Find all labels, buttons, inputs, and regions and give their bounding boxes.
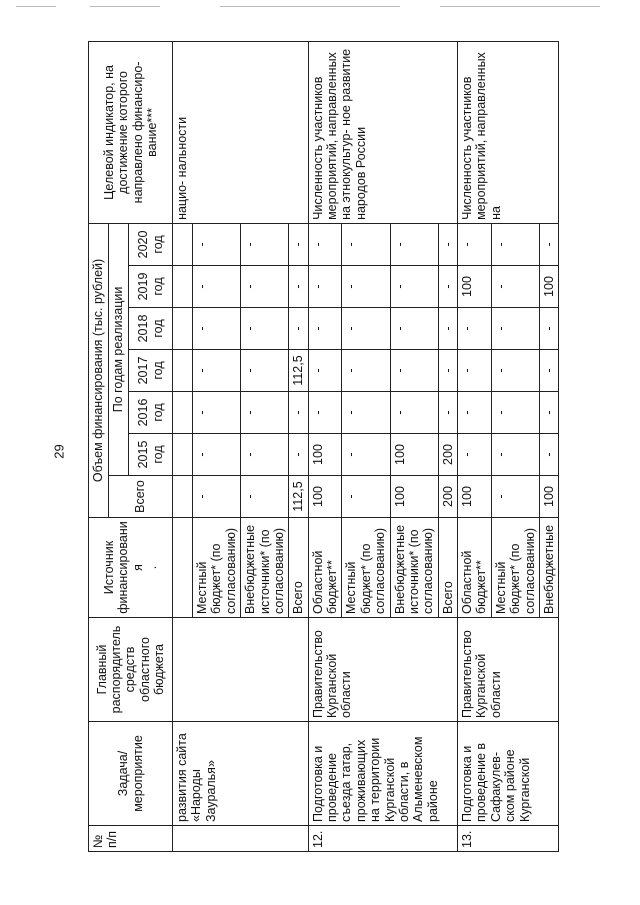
row-source: Местный бюджет* (по согласованию) xyxy=(342,518,390,618)
header-year: 2018 год xyxy=(129,308,173,350)
cell-year: - xyxy=(438,350,457,392)
cell-year: - xyxy=(342,266,390,308)
cell-total: 100 xyxy=(458,476,492,518)
table-row xyxy=(308,41,342,851)
cell-year: - xyxy=(193,350,241,392)
header-year: 2020 год xyxy=(129,223,173,265)
cell-year: - xyxy=(458,392,492,434)
cell-year: - xyxy=(390,350,438,392)
table-row xyxy=(173,41,193,851)
cell-year: - xyxy=(438,223,457,265)
header-source: Источник финансирования . xyxy=(89,518,173,618)
cell-total: 112,5 xyxy=(289,476,308,518)
cell-year: - xyxy=(438,392,457,434)
row-source: Всего xyxy=(438,518,457,618)
row-source xyxy=(173,518,193,618)
cell-year: - xyxy=(491,308,539,350)
row-manager: Правительство Курганской области xyxy=(308,618,457,722)
cell-total: 200 xyxy=(438,476,457,518)
row-num: 12. xyxy=(308,826,457,852)
cell-year: 200 xyxy=(438,434,457,476)
cell-year: - xyxy=(241,392,289,434)
header-year: 2016 год xyxy=(129,392,173,434)
header-year: 2019 год xyxy=(129,266,173,308)
cell-year: - xyxy=(491,392,539,434)
cell-year: - xyxy=(491,223,539,265)
row-source: Местный бюджет* (по согласованию) xyxy=(491,518,539,618)
row-indicator: Численность участников мероприятий, направленных на xyxy=(458,41,559,223)
cell-year: - xyxy=(308,392,342,434)
row-source: Внебюджетные источники* (по согласованию) xyxy=(390,518,438,618)
cell-year: - xyxy=(458,308,492,350)
cell-year: - xyxy=(342,350,390,392)
header-year: 2015 год xyxy=(129,434,173,476)
row-manager: Правительство Курганской области xyxy=(458,618,559,722)
cell-year: - xyxy=(390,223,438,265)
row-indicator: Численность участников мероприятий, направленных на этнокультур- ное развитие народов России xyxy=(308,41,457,223)
cell-year: - xyxy=(438,308,457,350)
cell-year: - xyxy=(342,308,390,350)
header-year: 2017 год xyxy=(129,350,173,392)
cell-year: - xyxy=(289,266,308,308)
cell-year: 100 xyxy=(308,434,342,476)
cell-year: - xyxy=(241,266,289,308)
cell-year: - xyxy=(491,266,539,308)
row-num xyxy=(173,826,309,852)
row-indicator: нацио- нальности xyxy=(173,41,309,223)
row-source: Внебюджетные xyxy=(539,518,558,618)
cell-year: - xyxy=(193,223,241,265)
cell-year: - xyxy=(390,308,438,350)
cell-year: 100 xyxy=(458,266,492,308)
cell-year: - xyxy=(539,350,558,392)
cell-year: - xyxy=(193,308,241,350)
cell-total: - xyxy=(193,476,241,518)
header-task: Задача/ мероприятие xyxy=(89,722,173,826)
cell-year: - xyxy=(289,223,308,265)
row-source: Внебюджетные источники* (по согласованию) xyxy=(241,518,289,618)
cell-year: - xyxy=(193,392,241,434)
cell-year: - xyxy=(308,223,342,265)
header-num: № п/п xyxy=(89,826,173,852)
cell-year: - xyxy=(289,392,308,434)
row-task: Подготовка и проведение съезда татар, проживающих на территории Курганской области, в Альменевском районе xyxy=(308,722,457,826)
cell-year: - xyxy=(193,434,241,476)
cell-year: - xyxy=(289,308,308,350)
header-volume: Объем финансирования (тыс. рублей) xyxy=(89,223,109,517)
cell-year: - xyxy=(539,434,558,476)
cell-year: - xyxy=(308,308,342,350)
cell-year: - xyxy=(308,350,342,392)
cell-year: - xyxy=(539,308,558,350)
scan-artifact xyxy=(90,6,160,7)
cell-year: - xyxy=(491,350,539,392)
cell-year: - xyxy=(241,434,289,476)
cell-year: - xyxy=(458,434,492,476)
cell-total: - xyxy=(241,476,289,518)
cell-total: 100 xyxy=(390,476,438,518)
header-total: Всего xyxy=(109,476,173,518)
rotated-table-wrapper xyxy=(88,42,630,852)
cell-year: - xyxy=(458,350,492,392)
cell-year: - xyxy=(342,223,390,265)
cell-year: - xyxy=(539,392,558,434)
cell-year: - xyxy=(241,308,289,350)
cell-total: 100 xyxy=(539,476,558,518)
page-number: 29 xyxy=(51,444,67,459)
cell-year: - xyxy=(390,266,438,308)
table-row xyxy=(458,41,492,851)
cell-year: - xyxy=(491,434,539,476)
cell-year: - xyxy=(438,266,457,308)
scan-artifact xyxy=(220,6,400,7)
financing-table xyxy=(88,41,559,852)
row-source: Местный бюджет* (по согласованию) xyxy=(193,518,241,618)
cell-total: - xyxy=(342,476,390,518)
row-task: Подготовка и проведение в Сафакулев- ском районе Курганской xyxy=(458,722,559,826)
row-source: Областной бюджет** xyxy=(308,518,342,618)
row-manager xyxy=(173,618,309,722)
header-manager: Главный распорядитель средств областного бюджета xyxy=(89,618,173,722)
cell-year: 100 xyxy=(539,266,558,308)
cell-year: 100 xyxy=(390,434,438,476)
scan-artifact xyxy=(440,6,600,7)
cell-year: 112,5 xyxy=(289,350,308,392)
scan-artifact xyxy=(16,6,56,7)
cell-year: - xyxy=(342,434,390,476)
cell-year: - xyxy=(289,434,308,476)
row-source: Всего xyxy=(289,518,308,618)
cell-year: - xyxy=(241,223,289,265)
cell-year: - xyxy=(193,266,241,308)
cell-year: - xyxy=(458,223,492,265)
cell-total: - xyxy=(491,476,539,518)
cell-year: - xyxy=(390,392,438,434)
cell-year: - xyxy=(241,350,289,392)
header-by-years: По годам реализации xyxy=(109,223,129,475)
row-task: развития сайта «Народы Зауралья» xyxy=(173,722,309,826)
header-indicator: Целевой индикатор, на достижение которого направлено финансиро- вание*** xyxy=(89,41,173,223)
row-source: Областной бюджет** xyxy=(458,518,492,618)
cell-year: - xyxy=(342,392,390,434)
cell-year: - xyxy=(308,266,342,308)
cell-year: - xyxy=(539,223,558,265)
row-num: 13. xyxy=(458,826,559,852)
cell-total: 100 xyxy=(308,476,342,518)
